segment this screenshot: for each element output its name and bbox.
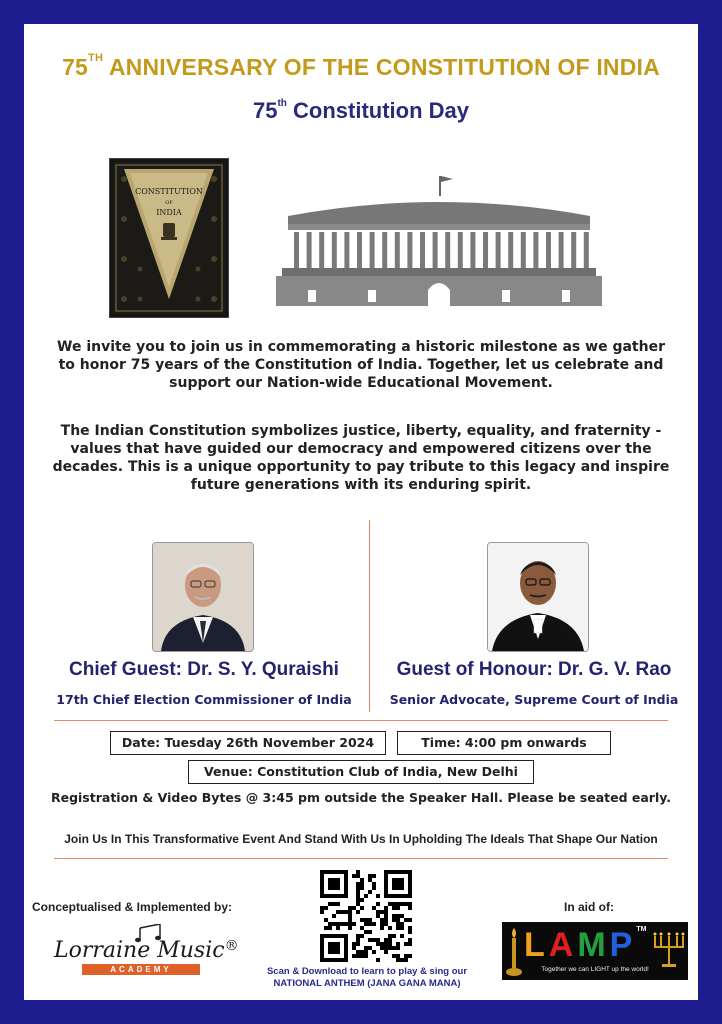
in-aid-label: In aid of:: [564, 900, 614, 914]
join-us-line: Join Us In This Transformative Event And Stand With Us In Upholding The Ideals That Shape Our Nation: [64, 832, 658, 846]
registration-note: Registration & Video Bytes @ 3:45 pm outside the Speaker Hall. Please be seated early.: [50, 790, 672, 805]
horizontal-divider: [54, 858, 668, 859]
event-date-box: Date: Tuesday 26th November 2024: [110, 731, 386, 755]
book-title-line2: OF: [165, 200, 173, 206]
qr-code-icon[interactable]: [320, 870, 412, 962]
intro-paragraph-2: The Indian Constitution symbolizes justice, liberty, equality, and fraternity - values that have guided our democracy and empowered citizens over the decades. This is a unique opportunity to pay tribute to this legacy and inspire future generations with its enduring spirit.: [52, 423, 670, 493]
emblem-icon: [161, 223, 177, 240]
lamp-logo: LAMP™ Together we can LIGHT up the world!: [502, 922, 688, 980]
event-venue-box: Venue: Constitution Club of India, New Delhi: [188, 760, 534, 784]
conceptualised-label: Conceptualised & Implemented by:: [32, 900, 233, 914]
guest-of-honour-photo: [487, 542, 589, 652]
flyer-page: [24, 24, 698, 1000]
book-title-line3: INDIA: [156, 208, 182, 217]
lorraine-music-logo: Lorraine Music® ACADEMY: [52, 924, 222, 980]
event-time-box: Time: 4:00 pm onwards: [397, 731, 611, 755]
chief-guest-photo: [152, 542, 254, 652]
scan-instruction: Scan & Download to learn to play & sing our NATIONAL ANTHEM (JANA GANA MANA): [266, 966, 468, 989]
menorah-icon: [652, 928, 686, 968]
parliament-building-icon: [268, 172, 610, 308]
book-title-line1: CONSTITUTION: [135, 187, 203, 196]
page-subtitle: 75th Constitution Day: [252, 98, 470, 123]
vertical-divider: [369, 520, 370, 712]
horizontal-divider: [54, 720, 668, 721]
chief-guest-name: Chief Guest: Dr. S. Y. Quraishi: [69, 659, 339, 680]
intro-paragraph-1: We invite you to join us in commemorating a historic milestone as we gather to honor 75 years of the Constitution of India. Together, let us celebrate and support our Nation-wide Educational Movement.: [57, 339, 665, 391]
guest-of-honour-name: Guest of Honour: Dr. G. V. Rao: [396, 659, 672, 680]
chief-guest-role: 17th Chief Election Commissioner of India: [56, 692, 352, 707]
page-title: 75TH ANNIVERSARY OF THE CONSTITUTION OF INDIA: [62, 52, 660, 80]
constitution-book-image: [109, 158, 229, 318]
guest-of-honour-role: Senior Advocate, Supreme Court of India: [389, 692, 679, 707]
